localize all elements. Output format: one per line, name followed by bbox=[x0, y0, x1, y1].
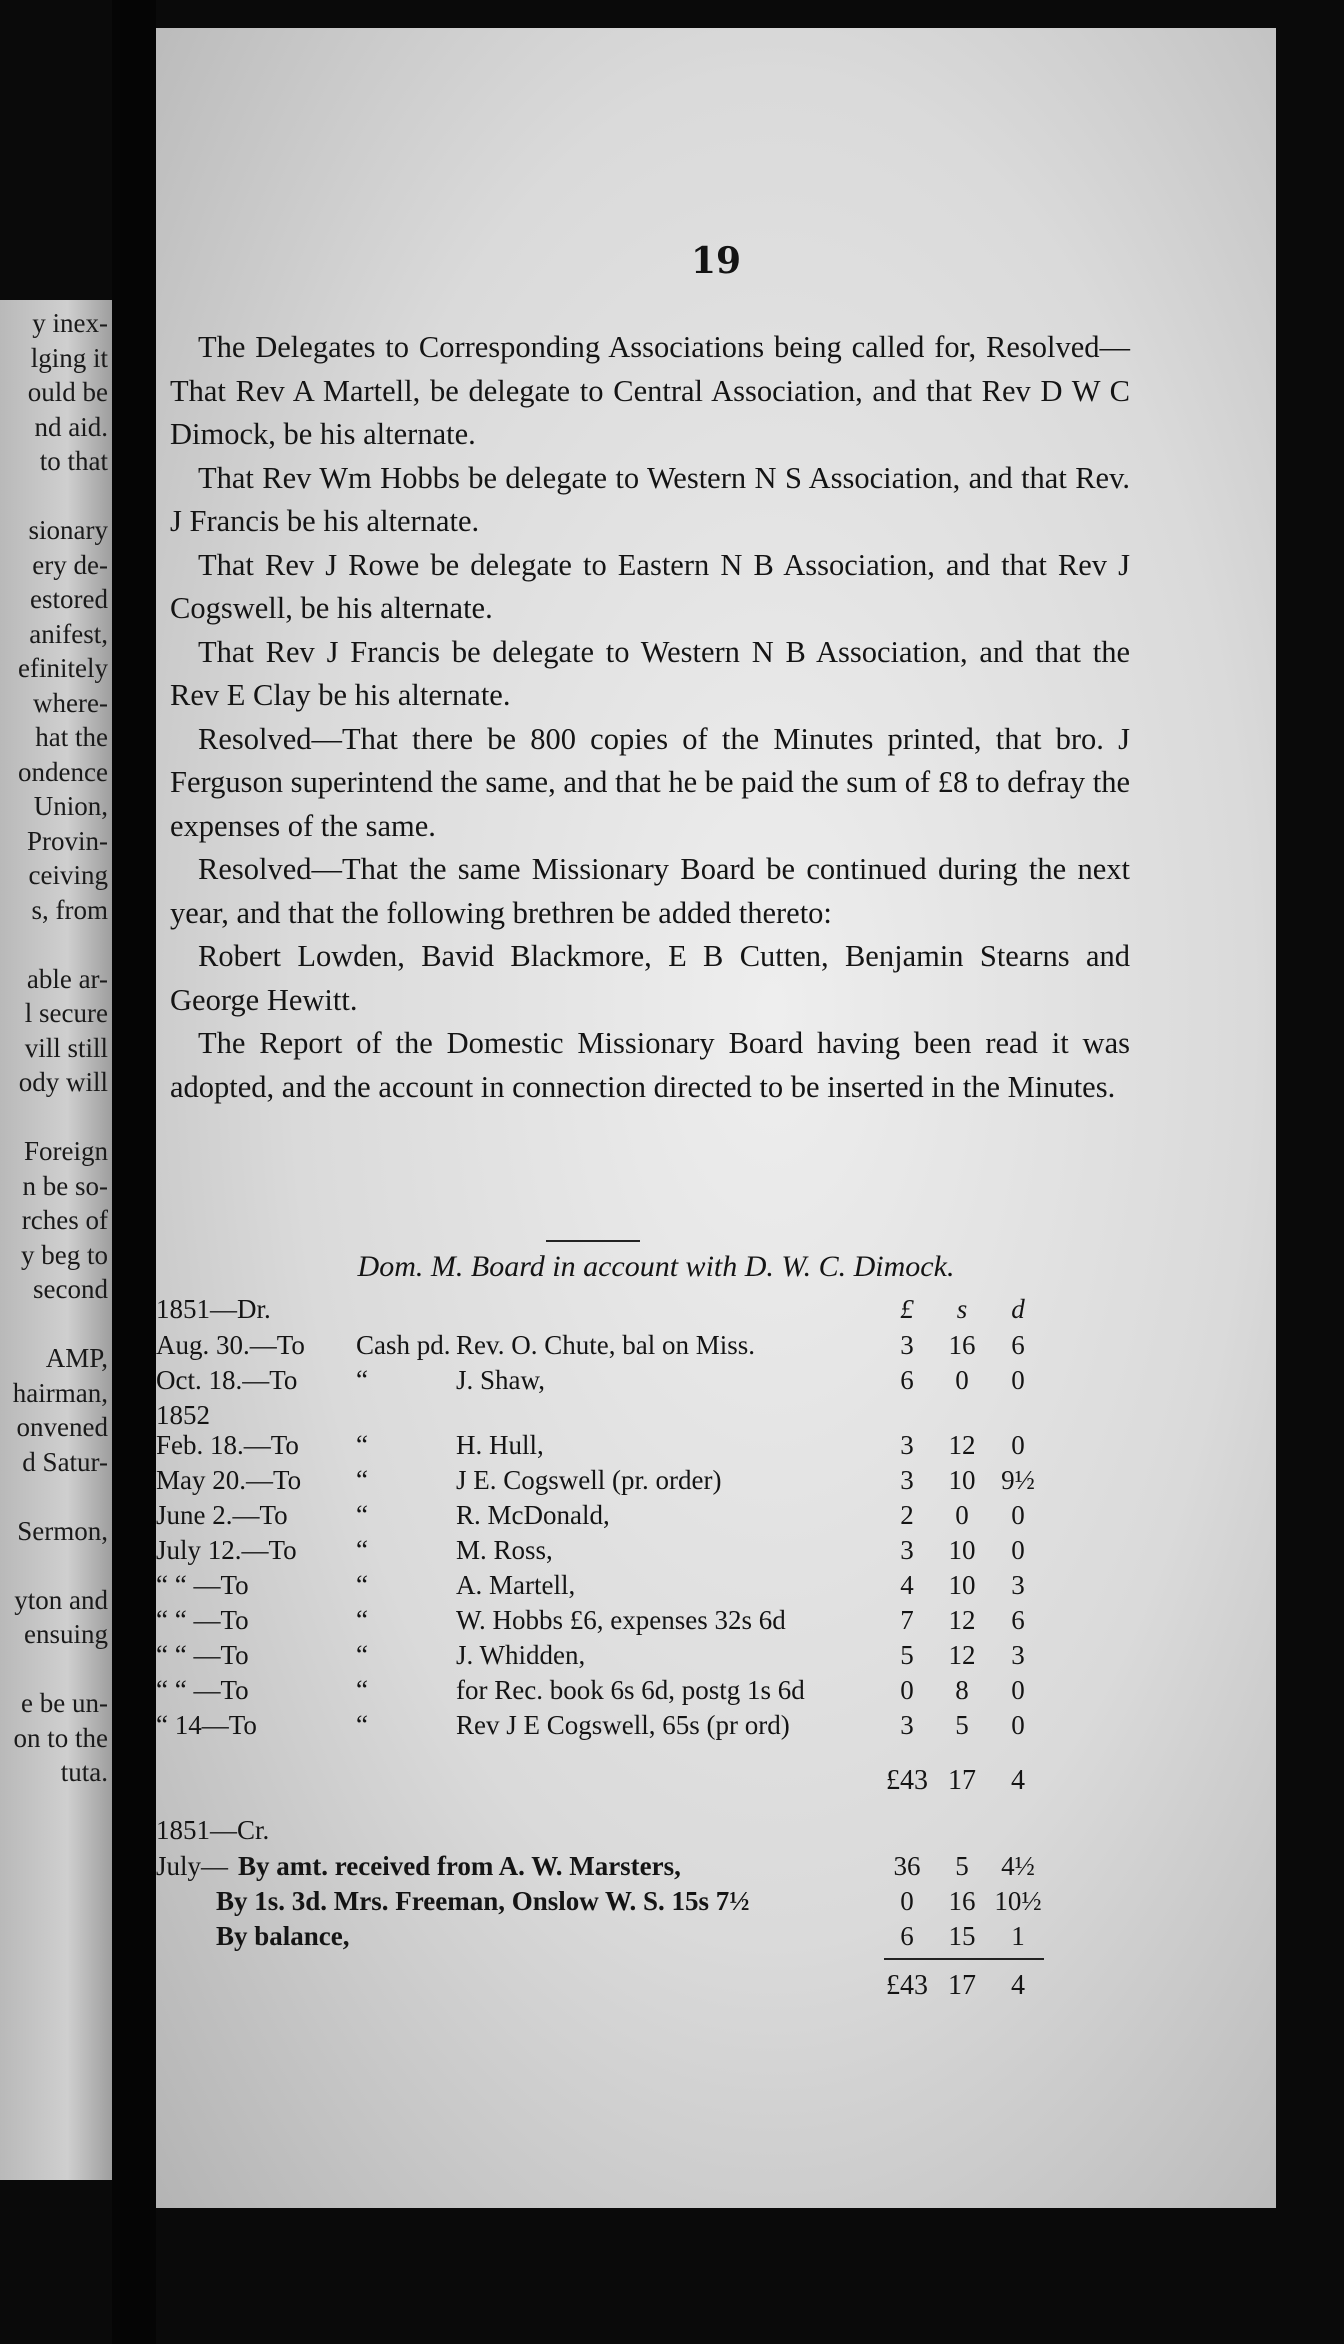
facing-page-line: lging it bbox=[30, 342, 108, 373]
amount-pounds: 0 bbox=[900, 1675, 914, 1705]
paragraph-delegates: The Delegates to Corresponding Associations being called for, Resolved—That Rev A Martell, be delegate to Central Association, and that Rev D W C Dimock, be his alternate. bbox=[170, 330, 1130, 451]
paragraph-brethren: Robert Lowden, Bavid Blackmore, E B Cutten, Benjamin Stearns and George Hewitt. bbox=[170, 939, 1130, 1017]
entry-payee-mark: “ bbox=[356, 1500, 368, 1530]
amount-pence: 0 bbox=[1011, 1365, 1025, 1395]
entry-description: for Rec. book 6s 6d, postg 1s 6d bbox=[456, 1675, 805, 1705]
entry-date: “ “ —To bbox=[156, 1605, 249, 1635]
amount-pounds: 4 bbox=[900, 1570, 914, 1600]
amount-shillings: 12 bbox=[948, 1605, 976, 1635]
entry-description: H. Hull, bbox=[456, 1430, 544, 1460]
total-shillings: 17 bbox=[948, 1970, 976, 2001]
entry-description: R. McDonald, bbox=[456, 1500, 610, 1530]
facing-page-line: Provin- bbox=[27, 825, 108, 856]
entry-payee-mark: Cash pd. bbox=[356, 1330, 451, 1360]
entry-payee-mark: “ bbox=[356, 1465, 368, 1495]
ledger-row bbox=[156, 1570, 1256, 1604]
facing-page-line: Foreign bbox=[24, 1136, 108, 1166]
ledger-row bbox=[156, 1465, 1256, 1499]
amount-pence: 10½ bbox=[994, 1886, 1042, 1916]
ledger-row bbox=[156, 1921, 1256, 1955]
total-rule bbox=[884, 1958, 1044, 1960]
facing-page-line: vill still bbox=[24, 1032, 108, 1063]
amount-pence: 0 bbox=[1011, 1430, 1025, 1460]
facing-page-line: to that bbox=[39, 446, 108, 476]
facing-page-line: Sermon, bbox=[17, 1515, 108, 1546]
entry-description: Rev. O. Chute, bal on Miss. bbox=[456, 1330, 755, 1360]
amount-shillings: 0 bbox=[955, 1500, 969, 1530]
amount-shillings: 12 bbox=[948, 1430, 976, 1460]
amount-pounds: 6 bbox=[900, 1921, 914, 1951]
total-pence: 4 bbox=[1011, 1765, 1025, 1796]
facing-page-line: e be un- bbox=[21, 1688, 108, 1718]
amount-pounds: 3 bbox=[900, 1710, 914, 1740]
entry-date: Oct. 18.—To bbox=[156, 1365, 298, 1395]
amount-pence: 0 bbox=[1011, 1535, 1025, 1565]
amount-shillings: 5 bbox=[955, 1710, 969, 1740]
paragraph-francis: That Rev J Francis be delegate to Western N B Association, and that the Rev E Clay be his alternate. bbox=[170, 634, 1130, 712]
entry-date: July— bbox=[156, 1851, 229, 1881]
facing-page-line: hat the bbox=[35, 722, 108, 752]
facing-page-line: where- bbox=[33, 687, 108, 718]
entry-date: 1852 bbox=[156, 1400, 210, 1430]
paragraph-hobbs: That Rev Wm Hobbs be delegate to Western N S Association, and that Rev. J Francis be his alternate. bbox=[170, 460, 1130, 538]
page-number: 19 bbox=[690, 240, 742, 282]
paragraph-rowe: That Rev J Rowe be delegate to Eastern N B Association, and that Rev J Cogswell, be his alternate. bbox=[170, 547, 1130, 625]
amount-shillings: 0 bbox=[955, 1365, 969, 1395]
ledger-row bbox=[156, 1640, 1256, 1674]
facing-page-line: efinitely bbox=[18, 653, 108, 683]
facing-page-line: tuta. bbox=[60, 1757, 108, 1787]
credit-label: 1851—Cr. bbox=[156, 1815, 270, 1845]
entry-description: Rev J E Cogswell, 65s (pr ord) bbox=[456, 1710, 790, 1740]
entry-payee-mark: “ bbox=[356, 1570, 368, 1600]
ledger-row bbox=[156, 1851, 1256, 1885]
amount-shillings: 16 bbox=[948, 1330, 976, 1360]
entry-date: “ 14—To bbox=[156, 1710, 257, 1740]
amount-pence: 9½ bbox=[1001, 1465, 1035, 1495]
pence-header: d bbox=[1011, 1294, 1025, 1324]
facing-page-line: ondence bbox=[18, 756, 108, 787]
amount-shillings: 16 bbox=[948, 1886, 976, 1916]
amount-shillings: 12 bbox=[948, 1640, 976, 1670]
facing-page-line: d Satur- bbox=[22, 1446, 108, 1477]
ledger-row bbox=[156, 1710, 1256, 1744]
ledger-row bbox=[156, 1400, 1256, 1434]
facing-page-line: nd aid. bbox=[34, 411, 108, 442]
facing-page-line: able ar- bbox=[26, 963, 108, 994]
entry-payee-mark: “ bbox=[356, 1430, 368, 1460]
paragraph-report: The Report of the Domestic Missionary Board having been read it was adopted, and the account in connection directed to be inserted in the Minutes. bbox=[170, 1026, 1130, 1104]
facing-page-line: l secure bbox=[24, 998, 108, 1028]
entry-date: May 20.—To bbox=[156, 1465, 302, 1495]
entry-description: By balance, bbox=[216, 1921, 350, 1951]
entry-description: W. Hobbs £6, expenses 32s 6d bbox=[456, 1605, 786, 1635]
minutes-text bbox=[170, 326, 1130, 1109]
facing-page-line: ceiving bbox=[28, 860, 108, 890]
entry-description: J E. Cogswell (pr. order) bbox=[456, 1465, 722, 1495]
amount-pounds: 0 bbox=[900, 1886, 914, 1916]
facing-page-line: anifest, bbox=[29, 618, 108, 649]
facing-page-line: ould be bbox=[27, 377, 108, 407]
shillings-header: s bbox=[956, 1294, 968, 1324]
entry-payee-mark: “ bbox=[356, 1365, 368, 1395]
facing-page-line: Union, bbox=[33, 791, 108, 821]
amount-pence: 6 bbox=[1011, 1330, 1025, 1360]
amount-pence: 6 bbox=[1011, 1605, 1025, 1635]
entry-payee-mark: “ bbox=[356, 1640, 368, 1670]
facing-page-line: yton and bbox=[14, 1584, 108, 1615]
entry-payee-mark: “ bbox=[356, 1675, 368, 1705]
amount-pence: 4½ bbox=[1001, 1851, 1035, 1881]
entry-date: Feb. 18.—To bbox=[156, 1430, 299, 1460]
document-page bbox=[156, 28, 1276, 2208]
amount-pounds: 3 bbox=[900, 1465, 914, 1495]
paragraph-board: Resolved—That the same Missionary Board be continued during the next year, and that the following brethren be added thereto: bbox=[170, 852, 1130, 930]
entry-date: July 12.—To bbox=[156, 1535, 297, 1565]
amount-pence: 3 bbox=[1011, 1570, 1025, 1600]
paragraph-copies: Resolved—That there be 800 copies of the Minutes printed, that bro. J Ferguson superintend the same, and that he be paid the sum of £8 to defray the expenses of the same. bbox=[170, 721, 1130, 843]
total-pounds: £43 bbox=[886, 1765, 928, 1796]
facing-page-line: y beg to bbox=[21, 1239, 108, 1270]
ledger-row bbox=[156, 1675, 1256, 1709]
debit-label: 1851—Dr. bbox=[156, 1294, 271, 1324]
amount-pounds: 3 bbox=[900, 1535, 914, 1565]
ledger-row bbox=[156, 1430, 1256, 1464]
amount-pounds: 3 bbox=[900, 1430, 914, 1460]
facing-page-line: s, from bbox=[31, 894, 108, 925]
facing-page-line: AMP, bbox=[45, 1343, 108, 1373]
currency-header bbox=[156, 1294, 1256, 1328]
entry-description: By amt. received from A. W. Marsters, bbox=[238, 1851, 681, 1881]
total-pounds: £43 bbox=[886, 1970, 928, 2001]
credit-total bbox=[156, 1970, 1256, 2006]
ledger-row bbox=[156, 1886, 1256, 1920]
entry-date: “ “ —To bbox=[156, 1570, 249, 1600]
ledger-row bbox=[156, 1500, 1256, 1534]
section-divider bbox=[546, 1240, 640, 1242]
debit-total bbox=[156, 1765, 1256, 1801]
facing-page-line: onvened bbox=[16, 1412, 108, 1442]
facing-page-line: on to the bbox=[13, 1722, 108, 1753]
amount-pounds: 7 bbox=[900, 1605, 914, 1635]
entry-description: J. Whidden, bbox=[456, 1640, 586, 1670]
entry-description: A. Martell, bbox=[456, 1570, 576, 1600]
amount-pence: 1 bbox=[1011, 1921, 1025, 1951]
amount-pounds: 5 bbox=[900, 1640, 914, 1670]
facing-page-line: second bbox=[33, 1274, 108, 1304]
entry-description: M. Ross, bbox=[456, 1535, 553, 1565]
entry-description: By 1s. 3d. Mrs. Freeman, Onslow W. S. 15s 7½ bbox=[216, 1886, 750, 1916]
amount-pounds: 6 bbox=[900, 1365, 914, 1395]
amount-pence: 0 bbox=[1011, 1710, 1025, 1740]
ledger-row bbox=[156, 1365, 1256, 1399]
amount-pence: 0 bbox=[1011, 1500, 1025, 1530]
entry-date: “ “ —To bbox=[156, 1640, 249, 1670]
facing-page-line: rches of bbox=[21, 1205, 108, 1235]
entry-payee-mark: “ bbox=[356, 1710, 368, 1740]
amount-shillings: 15 bbox=[948, 1921, 976, 1951]
entry-payee-mark: “ bbox=[356, 1535, 368, 1565]
facing-page-line: sionary bbox=[28, 515, 108, 545]
amount-shillings: 10 bbox=[948, 1465, 976, 1495]
amount-shillings: 10 bbox=[948, 1535, 976, 1565]
amount-shillings: 5 bbox=[955, 1851, 969, 1881]
amount-shillings: 10 bbox=[948, 1570, 976, 1600]
amount-pounds: 3 bbox=[900, 1330, 914, 1360]
total-shillings: 17 bbox=[948, 1765, 976, 1796]
facing-page-line: n be so- bbox=[22, 1170, 108, 1201]
facing-page-line: ensuing bbox=[24, 1619, 108, 1649]
amount-pounds: 2 bbox=[900, 1500, 914, 1530]
entry-description: J. Shaw, bbox=[456, 1365, 546, 1395]
amount-pence: 3 bbox=[1011, 1640, 1025, 1670]
ledger-row bbox=[156, 1330, 1256, 1364]
entry-date: June 2.—To bbox=[156, 1500, 288, 1530]
entry-date: Aug. 30.—To bbox=[156, 1330, 305, 1360]
facing-page-line: hairman, bbox=[12, 1377, 108, 1408]
entry-payee-mark: “ bbox=[356, 1605, 368, 1635]
amount-pence: 0 bbox=[1011, 1675, 1025, 1705]
facing-page-line: y inex- bbox=[32, 308, 108, 338]
facing-page-line: ody will bbox=[18, 1067, 108, 1097]
ledger-row bbox=[156, 1535, 1256, 1569]
amount-shillings: 8 bbox=[955, 1675, 969, 1705]
facing-page-line: ery de- bbox=[32, 549, 108, 580]
pounds-header: £ bbox=[900, 1294, 914, 1324]
facing-page-line: estored bbox=[30, 584, 108, 614]
amount-pounds: 36 bbox=[893, 1851, 921, 1881]
facing-page-fragment bbox=[0, 300, 112, 2180]
entry-date: “ “ —To bbox=[156, 1675, 249, 1705]
account-heading: Dom. M. Board in account with D. W. C. Dimock. bbox=[357, 1250, 955, 1283]
book-spine bbox=[112, 0, 156, 2344]
ledger-row bbox=[156, 1605, 1256, 1639]
total-pence: 4 bbox=[1011, 1970, 1025, 2001]
